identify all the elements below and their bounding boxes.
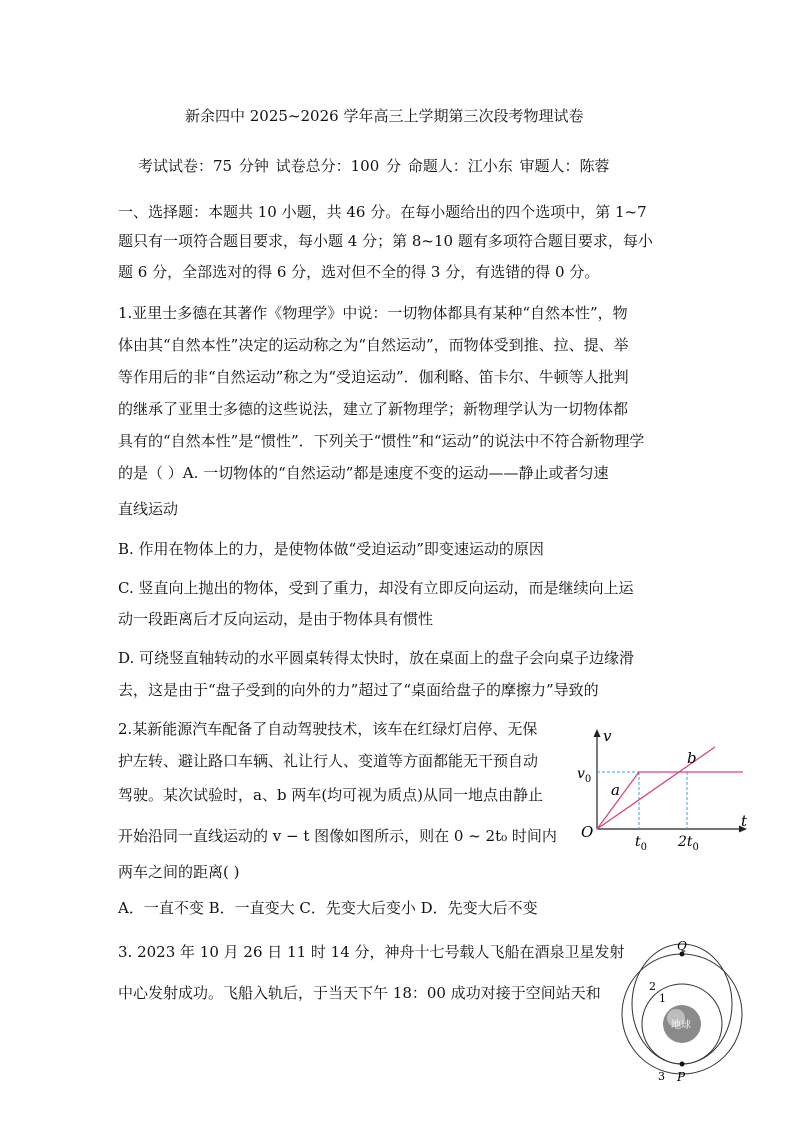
q2-line-5: 两车之间的距离( )	[118, 863, 240, 881]
q1-option-b: B. 作用在物体上的力，是使物体做“受迫运动”即变速运动的原因	[118, 540, 544, 558]
v0-label: $v_0$	[577, 766, 592, 785]
q3-line-1: 3. 2023 年 10 月 26 日 11 时 14 分，神舟十七号载人飞船在酒泉卫星发射	[118, 943, 625, 961]
point-p-label: P	[677, 1070, 686, 1084]
q1-line-5: 具有的“自然本性”是“惯性”．下列关于“惯性”和“运动”的说法中不符合新物理学	[118, 432, 645, 450]
q1-line-3: 等作用后的非“自然运动”称之为“受迫运动”．伽利略、笛卡尔、牛顿等人批判	[118, 368, 629, 386]
section1-line-2: 题只有一项符合题目要求，每小题 4 分；第 8~10 题有多项符合题目要求，每小	[118, 232, 653, 250]
q1-option-c-line-2: 动一段距离后才反向运动，是由于物体具有惯性	[118, 610, 434, 628]
section1-line-1: 一、选择题：本题共 10 小题，共 46 分。在每小题给出的四个选项中，第 1~7	[118, 203, 647, 221]
line-a-label: a	[611, 781, 620, 799]
orbit-3-label: 3	[658, 1070, 665, 1083]
section1-line-3: 题 6 分，全部选对的得 6 分，选对但不全的得 3 分，有选错的得 0 分。	[118, 263, 600, 281]
point-q-label: Q	[677, 939, 687, 953]
q1-option-c-line-1: C. 竖直向上抛出的物体，受到了重力，却没有立即反向运动，而是继续向上运	[118, 579, 634, 597]
q2-line-2: 护左转、避让路口车辆、礼让行人、变道等方面都能无干预自动	[118, 752, 539, 770]
q2-line-3: 驾驶。某次试验时，a、b 两车(均可视为质点)从同一地点由静止	[118, 786, 544, 804]
exam-meta: 考试试卷：75 分钟 试卷总分：100 分 命题人：江小东 审题人：陈蓉	[138, 157, 610, 175]
q1-line-4: 的继承了亚里士多德的这些说法，建立了新物理学；新物理学认为一切物体都	[118, 400, 629, 418]
q2-options: A．一直不变 B．一直变大 C．先变大后变小 D．先变大后不变	[118, 899, 538, 917]
q1-line-6: 的是（ ）A. 一切物体的“自然运动”都是速度不变的运动——静止或者匀速	[118, 464, 609, 482]
line-b-label: b	[687, 749, 697, 767]
q1-option-d-line-2: 去，这是由于“盘子受到的向外的力”超过了“桌面给盘子的摩擦力”导致的	[118, 681, 599, 699]
q3-line-2: 中心发射成功。飞船入轨后，于当天下午 18：00 成功对接于空间站天和	[118, 984, 601, 1002]
origin-label: O	[581, 823, 594, 841]
v-axis-arrow	[594, 729, 601, 737]
orbit-2-label: 2	[649, 980, 656, 993]
q1-line-7: 直线运动	[118, 500, 179, 518]
q1-line-2: 体由其“自然本性”决定的运动称之为“自然运动”，而物体受到推、拉、提、举	[118, 336, 629, 354]
t2-label: $2t_0$	[678, 834, 699, 853]
v-axis-label: v	[603, 727, 612, 745]
q2-vt-graph	[575, 725, 755, 855]
t-axis-label: t	[741, 812, 748, 830]
orbit-1-label: 1	[659, 992, 666, 1005]
exam-title: 新余四中 2025~2026 学年高三上学期第三次段考物理试卷	[185, 107, 584, 125]
earth-label: 地球	[671, 1020, 691, 1031]
q3-orbit-figure	[618, 938, 748, 1122]
q1-line-1: 1.亚里士多德在其著作《物理学》中说：一切物体都具有某种“自然本性”，物	[118, 304, 628, 322]
q2-line-1: 2.某新能源汽车配备了自动驾驶技术，该车在红绿灯启停、无保	[118, 720, 538, 738]
point-p	[680, 1062, 685, 1067]
q1-option-d-line-1: D. 可绕竖直轴转动的水平圆桌转得太快时，放在桌面上的盘子会向桌子边缘滑	[118, 649, 635, 667]
q2-line-4: 开始沿同一直线运动的 v − t 图像如图所示，则在 0 ~ 2t₀ 时间内	[118, 827, 557, 845]
t0-label: $t_0$	[635, 834, 648, 853]
